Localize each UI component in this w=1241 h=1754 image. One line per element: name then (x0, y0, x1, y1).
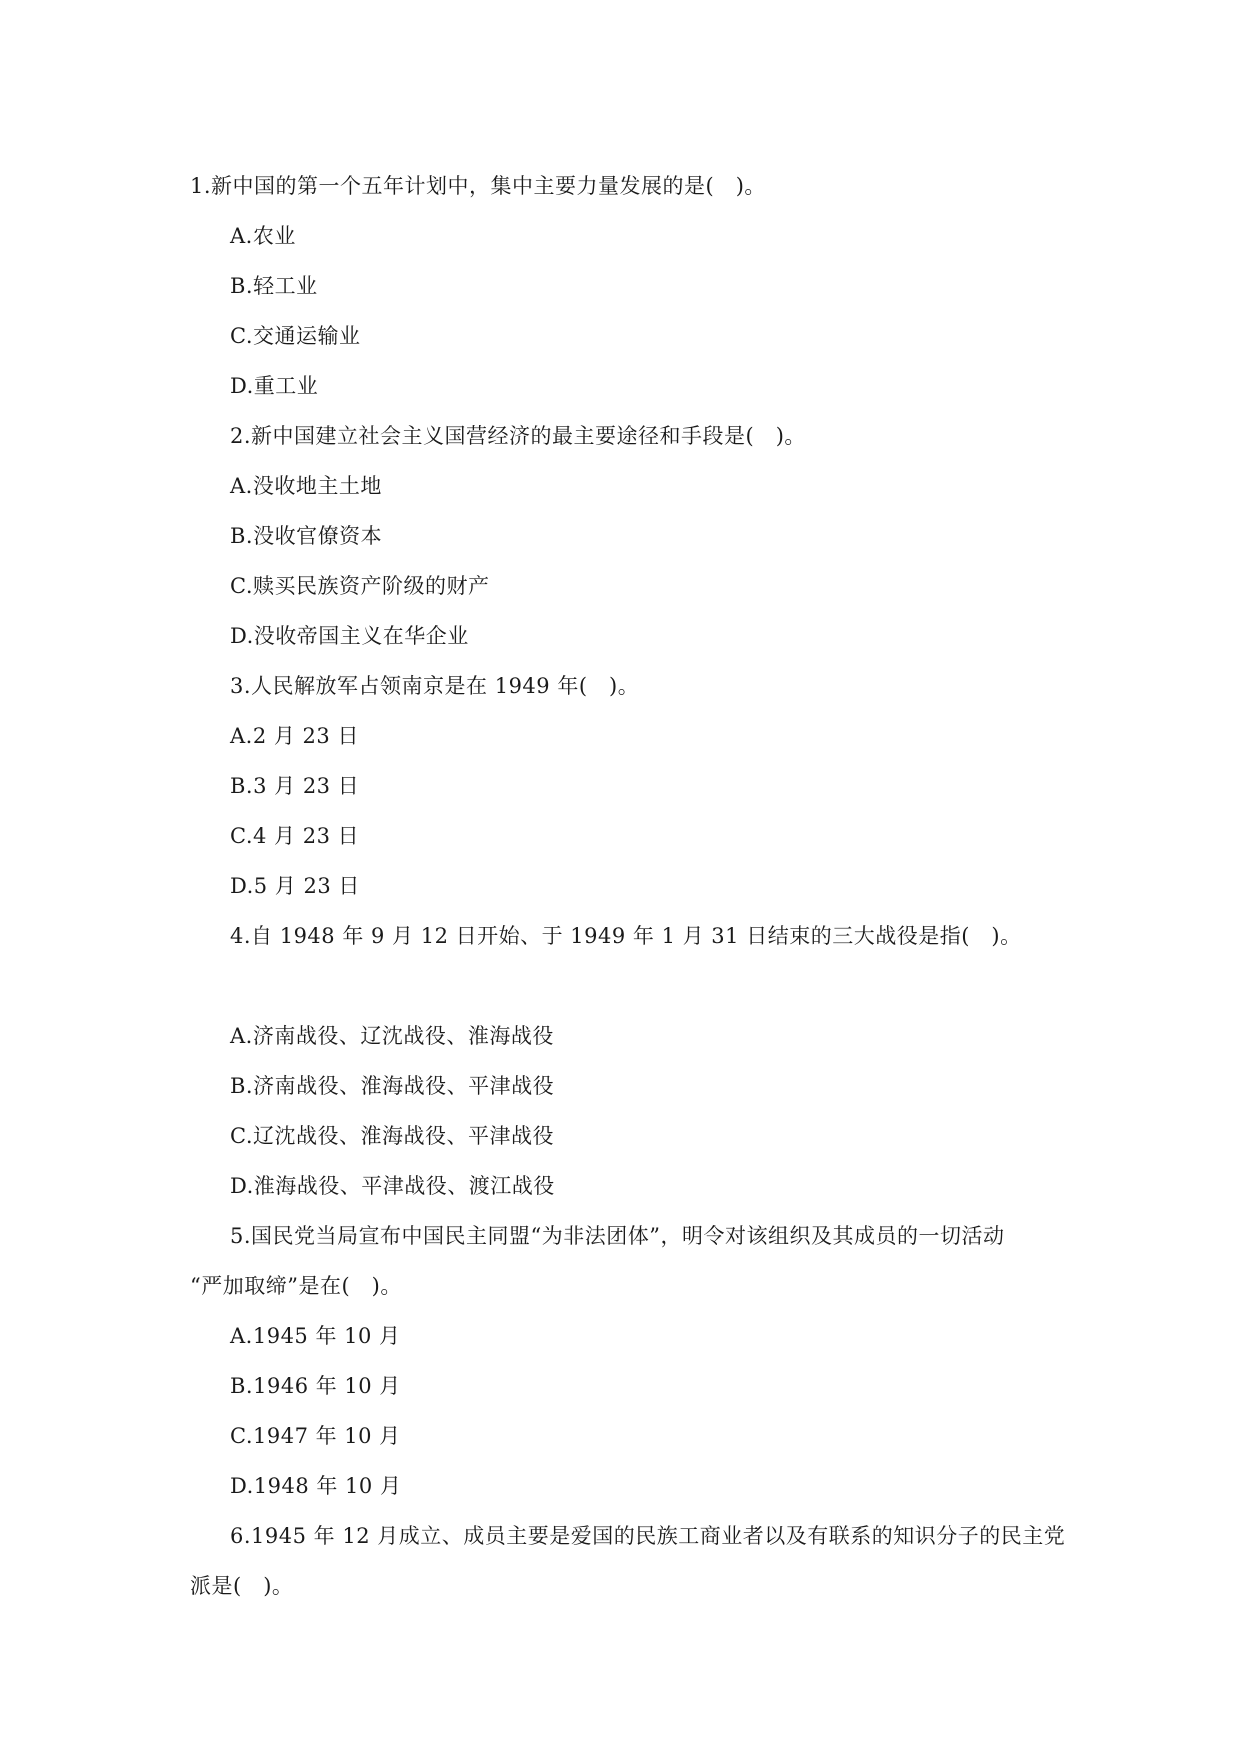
question-3-option-b: B.3 月 23 日 (230, 774, 360, 798)
question-3-option-a: A.2 月 23 日 (230, 724, 359, 748)
question-5-stem: 5.国民党当局宣布中国民主同盟“为非法团体”，明令对该组织及其成员的一切活动 (230, 1224, 1005, 1248)
question-5-option-c: C.1947 年 10 月 (230, 1424, 401, 1448)
question-2-option-a: A.没收地主土地 (230, 474, 382, 498)
question-1-stem: 1.新中国的第一个五年计划中，集中主要力量发展的是( )。 (190, 174, 766, 198)
question-5-option-a: A.1945 年 10 月 (230, 1324, 401, 1348)
question-1-option-b: B.轻工业 (230, 274, 318, 298)
question-2-option-c: C.赎买民族资产阶级的财产 (230, 574, 490, 598)
question-4-stem: 4.自 1948 年 9 月 12 日开始、于 1949 年 1 月 31 日结束的三大战役是指( )。 (230, 924, 1022, 948)
question-2-option-d: D.没收帝国主义在华企业 (230, 624, 469, 648)
question-4-option-d: D.淮海战役、平津战役、渡江战役 (230, 1174, 555, 1198)
question-3-stem: 3.人民解放军占领南京是在 1949 年( )。 (230, 674, 640, 698)
question-2-option-b: B.没收官僚资本 (230, 524, 383, 548)
question-4-option-b: B.济南战役、淮海战役、平津战役 (230, 1074, 555, 1098)
question-5-stem-continued: “严加取缔”是在( )。 (190, 1274, 402, 1298)
question-4-option-a: A.济南战役、辽沈战役、淮海战役 (230, 1024, 554, 1048)
question-3-option-d: D.5 月 23 日 (230, 874, 360, 898)
question-1-option-d: D.重工业 (230, 374, 319, 398)
question-6-stem-continued: 派是( )。 (190, 1574, 294, 1598)
question-4-option-c: C.辽沈战役、淮海战役、平津战役 (230, 1124, 554, 1148)
question-3-option-c: C.4 月 23 日 (230, 824, 360, 848)
question-2-stem: 2.新中国建立社会主义国营经济的最主要途径和手段是( )。 (230, 424, 806, 448)
question-1-option-a: A.农业 (230, 224, 296, 248)
question-5-option-b: B.1946 年 10 月 (230, 1374, 401, 1398)
question-1-option-c: C.交通运输业 (230, 324, 361, 348)
question-6-stem: 6.1945 年 12 月成立、成员主要是爱国的民族工商业者以及有联系的知识分子的民主党 (230, 1524, 1066, 1548)
question-5-option-d: D.1948 年 10 月 (230, 1474, 402, 1498)
